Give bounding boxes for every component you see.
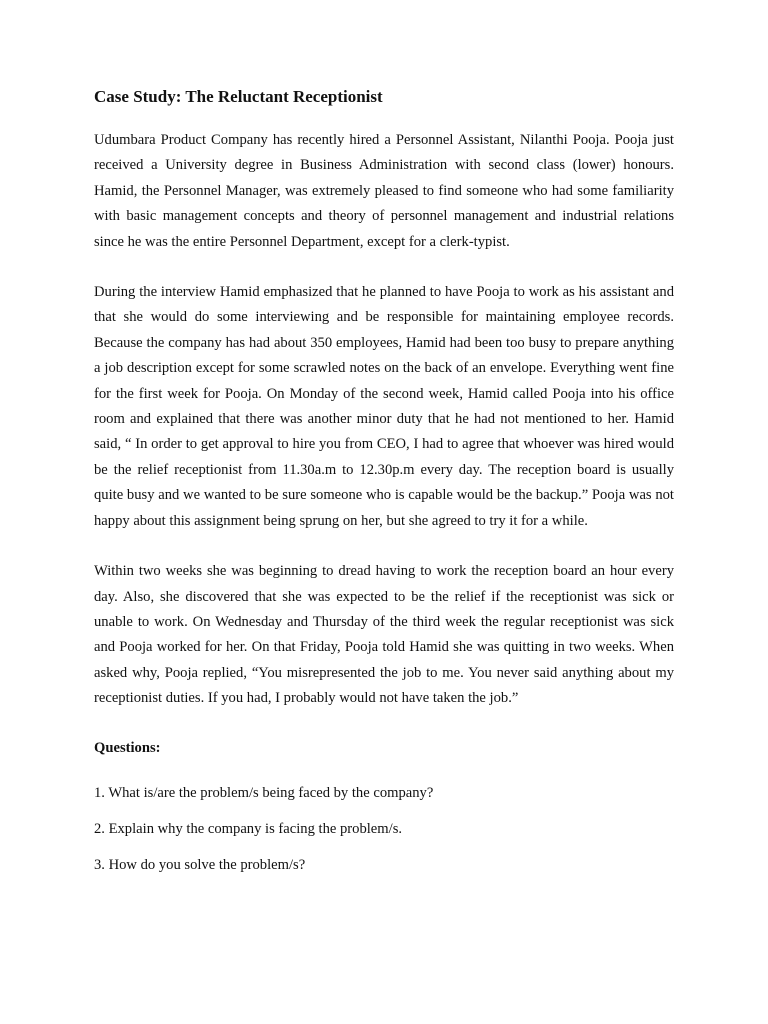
paragraph-quitting: Within two weeks she was beginning to dread having to work the reception board an hour every day. Also, she discovered that she was expected to be the relief if the receptionist was sick or unable to work. On Wednesday and Thursday of the third week the regular receptionist was sick and Pooja worked for her. On that Friday, Pooja told Hamid she was quitting in two weeks. When asked why, Pooja replied, “You misrepresented the job to me. You never said anything about my receptionist duties. If you had, I probably would not have taken the job.”	[94, 563, 674, 707]
question-1: 1. What is/are the problem/s being faced by the company?	[94, 784, 434, 801]
document-page	[94, 86, 674, 890]
question-3: 3. How do you solve the problem/s?	[94, 856, 306, 873]
paragraph-intro: Udumbara Product Company has recently hired a Personnel Assistant, Nilanthi Pooja. Pooja just received a University degree in Business Administration with second class (lower) honours. Hamid, the Personnel Manager, was extremely pleased to find someone who had some familiarity with basic management concepts and theory of personnel management and industrial relations since he was the entire Personnel Department, except for a clerk-typist.	[94, 132, 674, 250]
document-title: Case Study: The Reluctant Receptionist	[94, 87, 383, 106]
paragraph-interview: During the interview Hamid emphasized that he planned to have Pooja to work as his assistant and that she would do some interviewing and be responsible for maintaining employee records. Because the company has had about 350 employees, Hamid had been too busy to prepare anything a job description except for some scrawled notes on the back of an envelope. Everything went fine for the first week for Pooja. On Monday of the second week, Hamid called Pooja into his office room and explained that there was another minor duty that he had not mentioned to her. Hamid said, “ In order to get approval to hire you from CEO, I had to agree that whoever was hired would be the relief receptionist from 11.30a.m to 12.30p.m every day. The reception board is usually quite busy and we wanted to be sure someone who is capable would be the backup.” Pooja was not happy about this assignment being sprung on her, but she agreed to try it for a while.	[94, 284, 674, 529]
question-2: 2. Explain why the company is facing the problem/s.	[94, 820, 403, 837]
questions-heading: Questions:	[94, 739, 161, 756]
